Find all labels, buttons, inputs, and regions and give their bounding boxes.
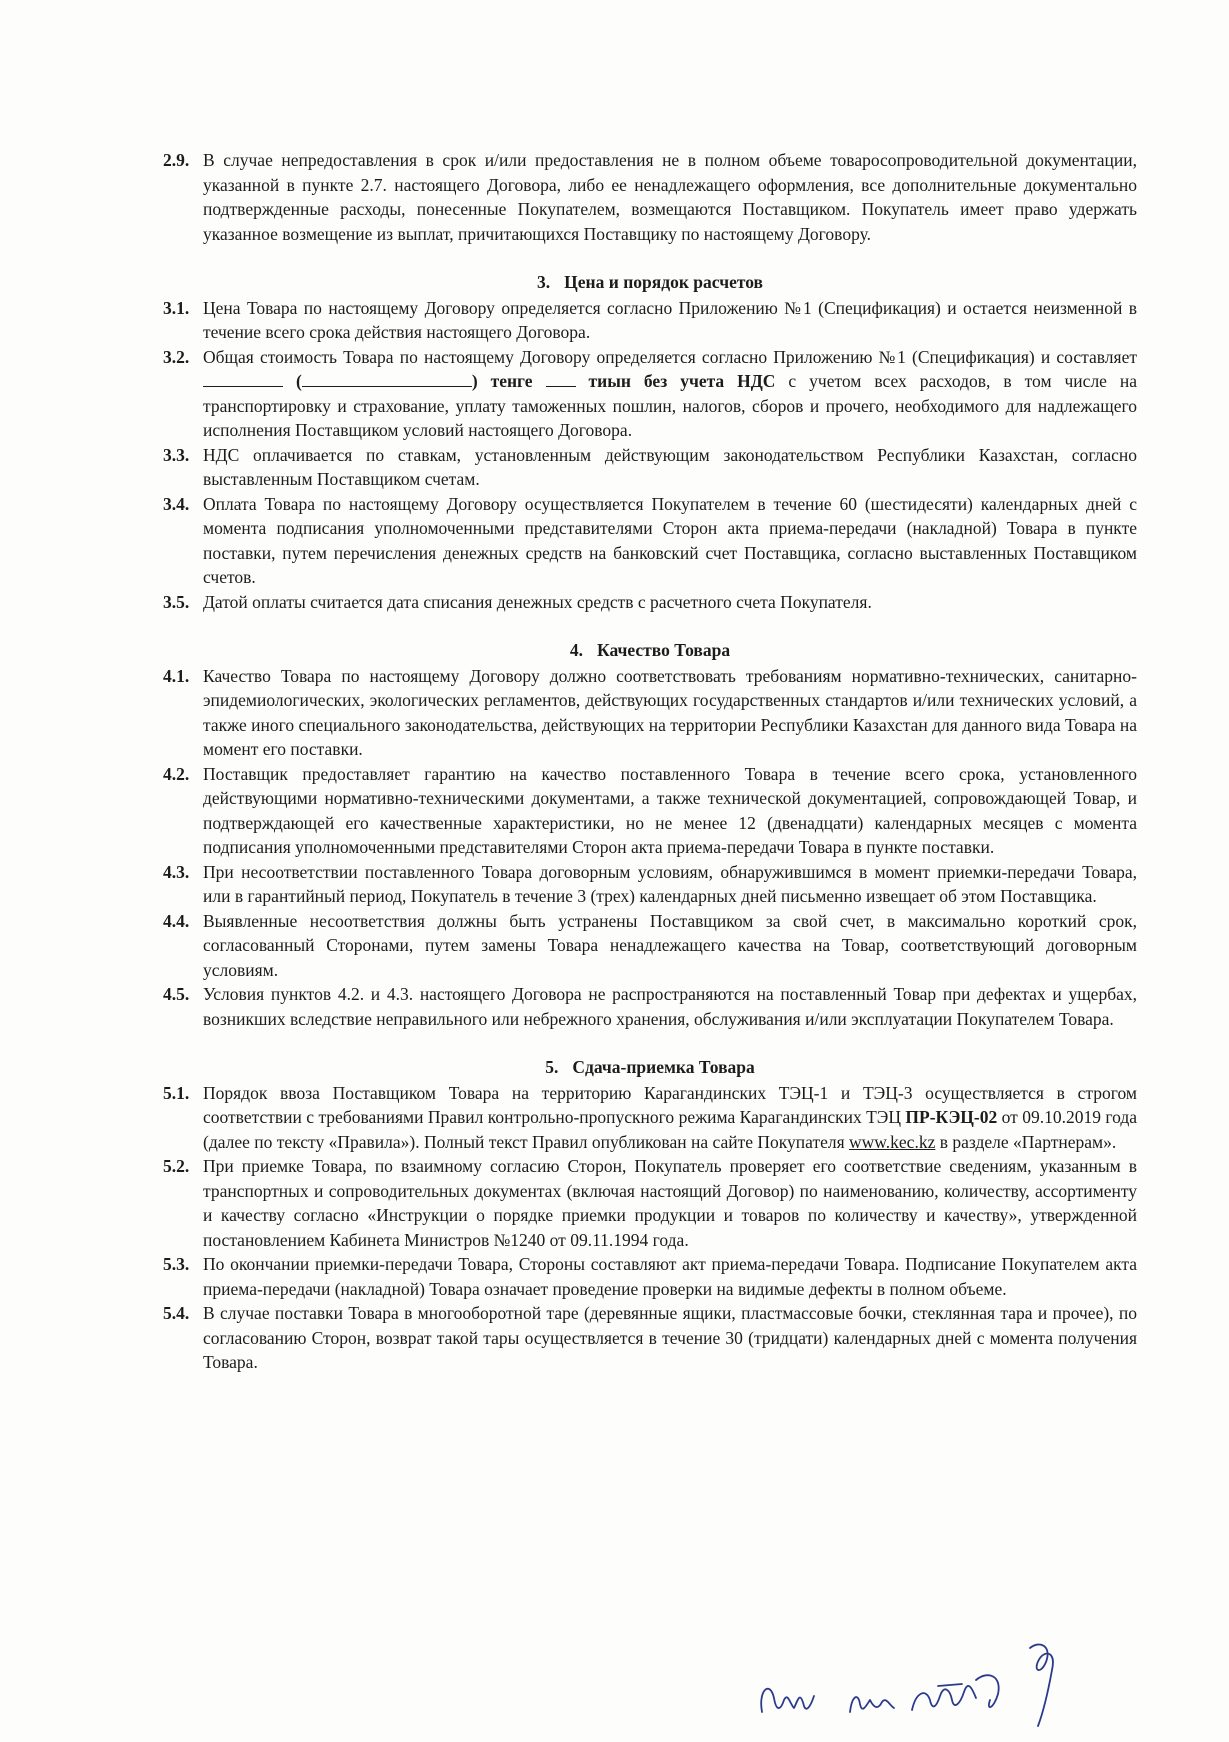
clause-text: Качество Товара по настоящему Договору должно соответствовать требованиям нормативно-технических, санитарно-эпидемиологических, экологических регламентов, действующих государственных стандартов и/или технических условий, а также иного специального законодательства, действующих на территории Республики Казахстан для данного вида Товара на момент его поставки.: [203, 665, 1137, 759]
section-title: Сдача-приемка Товара: [572, 1057, 755, 1077]
clause-4-4: [163, 909, 1137, 983]
clause-text: Оплата Товара по настоящему Договору осуществляется Покупателем в течение 60 (шестидесяти) календарных дней с момента подписания уполномоченными представителями Сторон акта приема-передачи (накладной) Товара в пункте поставки, путем перечисления денежных средств на банковский счет Поставщика, согласно выставленных Поставщиком счетов.: [203, 493, 1137, 587]
clause-number: 3.5.: [163, 591, 190, 612]
clause-2-9: [163, 148, 1137, 246]
signature-2: [850, 1697, 894, 1712]
paren-open: (: [295, 371, 302, 391]
clause-5-1: [163, 1081, 1137, 1155]
rules-code: ПР-КЭЦ-02: [905, 1107, 998, 1127]
amount-blank: [203, 372, 283, 387]
signature-1: [761, 1689, 814, 1712]
section-number: 4.: [569, 640, 584, 660]
clause-text: Поставщик предоставляет гарантию на качество поставленного Товара в течение всего срока, установленного действующими нормативно-техническими документами, а также технической документацией, сопровождающей Товар, и подтверждающей его качественные характеристики, но не менее 12 (двенадцати) календарных месяцев с момента подписания уполномоченными представителями Сторон акта приема-передачи Товара в пункте поставки.: [203, 763, 1137, 857]
section-number: 3.: [537, 272, 551, 292]
clause-3-4: [163, 492, 1137, 590]
clause-text: НДС оплачивается по ставкам, установленным действующим законодательством Республики Казахстан, согласно выставленным Поставщиком счетам.: [203, 444, 1137, 489]
clause-number: 4.5.: [163, 984, 190, 1004]
clause-number: 3.2.: [163, 346, 190, 367]
signature-4: [976, 1675, 999, 1707]
signature-5: [1030, 1644, 1053, 1726]
section-3-heading: [163, 270, 1137, 295]
clause-text-part: от 09.10.2019 года (далее по тексту «Правила»). Полный текст Правил опубликован на сайте Покупателя: [203, 1107, 1138, 1152]
clause-number: 5.2.: [163, 1156, 190, 1176]
section-title: Цена и порядок расчетов: [564, 272, 763, 292]
clause-text-part: Общая стоимость Товара по настоящему Договору определяется согласно Приложению №1 (Спецификация) и составляет: [203, 346, 1137, 367]
clause-text-part: с учетом всех расходов, в том числе на транспортировку и страхование, уплату таможенных пошлин, налогов, сборов и прочего, необходимого для надлежащего исполнения Поставщиком условий настоящего Договора.: [203, 371, 1138, 440]
clause-3-3: [163, 443, 1137, 492]
clause-text-part: Порядок ввоза Поставщиком Товара на территорию Карагандинских ТЭЦ-1 и ТЭЦ-3 осуществляется в строгом соответствии с требованиями Правил контрольно-пропускного режима Карагандинских ТЭЦ: [203, 1082, 1137, 1127]
tiyn-label: тиын без учета НДС: [588, 371, 776, 391]
signature-3: [912, 1684, 976, 1710]
section-number: 5.: [545, 1057, 559, 1077]
clause-text: Цена Товара по настоящему Договору определяется согласно Приложению №1 (Спецификация) и остается неизменной в течение всего срока действия настоящего Договора.: [203, 297, 1137, 342]
clause-number: 4.2.: [163, 763, 190, 784]
clause-4-2: [163, 762, 1137, 860]
clause-text: При приемке Товара, по взаимному согласию Сторон, Покупатель проверяет его соответствие сведениям, указанным в транспортных и сопроводительных документах (включая настоящий Договор) по наименованию, количеству, ассортименту и качеству согласно «Инструкции о порядке приемки продукции и товаров по количеству и качеству», утвержденной постановлением Кабинета Министров №1240 от 09.11.1994 года.: [203, 1156, 1137, 1250]
clause-4-5: [163, 982, 1137, 1031]
clause-number: 5.4.: [163, 1303, 190, 1323]
clause-5-2: [163, 1154, 1137, 1252]
clause-text: [203, 345, 1137, 443]
clause-4-1: [163, 664, 1137, 762]
amount-words-blank: [302, 372, 472, 387]
clause-number: 4.3.: [163, 861, 190, 882]
clause-text: Условия пунктов 4.2. и 4.3. настоящего Договора не распространяются на поставленный Товар при дефектах и ущербах, возникших вследствие неправильного или небрежного хранения, обслуживания и/или эксплуатации Покупателем Товара.: [203, 984, 1137, 1029]
clause-number: 2.9.: [163, 150, 190, 170]
clause-number: 5.3.: [163, 1254, 190, 1274]
clause-5-4: [163, 1301, 1137, 1375]
tenge-label: ) тенге: [471, 371, 533, 391]
clause-3-2: [163, 345, 1137, 443]
section-4-heading: [163, 638, 1137, 663]
clause-text: Датой оплаты считается дата списания денежных средств с расчетного счета Покупателя.: [203, 591, 872, 612]
clause-text: В случае непредоставления в срок и/или предоставления не в полном объеме товаросопроводительной документации, указанной в пункте 2.7. настоящего Договора, либо ее ненадлежащего оформления, все дополнительные документально подтвержденные расходы, понесенные Покупателем, возмещаются Поставщиком. Покупатель имеет право удержать указанное возмещение из выплат, причитающихся Поставщику по настоящему Договору.: [203, 150, 1137, 244]
tiyn-blank: [546, 372, 576, 387]
clause-text: Выявленные несоответствия должны быть устранены Поставщиком за свой счет, в максимально короткий срок, согласованный Сторонами, путем замены Товара ненадлежащего качества на Товар, соответствующий договорным условиям.: [203, 910, 1137, 980]
clause-text: При несоответствии поставленного Товара договорным условиям, обнаружившимся в момент приемки-передачи Товара, или в гарантийный период, Покупатель в течение 3 (трех) календарных дней письменно извещает об этом Поставщика.: [203, 861, 1137, 906]
clause-text: [203, 1081, 1137, 1155]
clause-4-3: [163, 860, 1137, 909]
clause-text: В случае поставки Товара в многооборотной таре (деревянные ящики, пластмассовые бочки, стеклянная тара и прочее), по согласованию Сторон, возврат такой тары осуществляется в течение 30 (тридцати) календарных дней с момента получения Товара.: [203, 1303, 1137, 1372]
clause-5-3: [163, 1252, 1137, 1301]
section-title: Качество Товара: [597, 640, 731, 660]
clause-number: 4.1.: [163, 665, 190, 686]
clause-text-part: в разделе «Партнерам».: [939, 1131, 1117, 1152]
website-link[interactable]: www.kec.kz: [849, 1131, 936, 1152]
clause-number: 4.4.: [163, 910, 190, 931]
clause-3-5: [163, 590, 1137, 615]
handwritten-signatures: [740, 1600, 1160, 1730]
clause-3-1: [163, 296, 1137, 345]
clause-number: 3.4.: [163, 493, 190, 514]
contract-body: [163, 148, 1137, 1375]
clause-number: 3.3.: [163, 444, 190, 465]
section-5-heading: [163, 1055, 1137, 1080]
clause-text: По окончании приемки-передачи Товара, Стороны составляют акт приема-передачи Товара. Подписание Покупателем акта приема-передачи (накладной) Товара означает проведение проверки на видимые дефекты в полном объеме.: [203, 1254, 1137, 1299]
clause-number: 3.1.: [163, 297, 190, 318]
clause-number: 5.1.: [163, 1082, 190, 1103]
